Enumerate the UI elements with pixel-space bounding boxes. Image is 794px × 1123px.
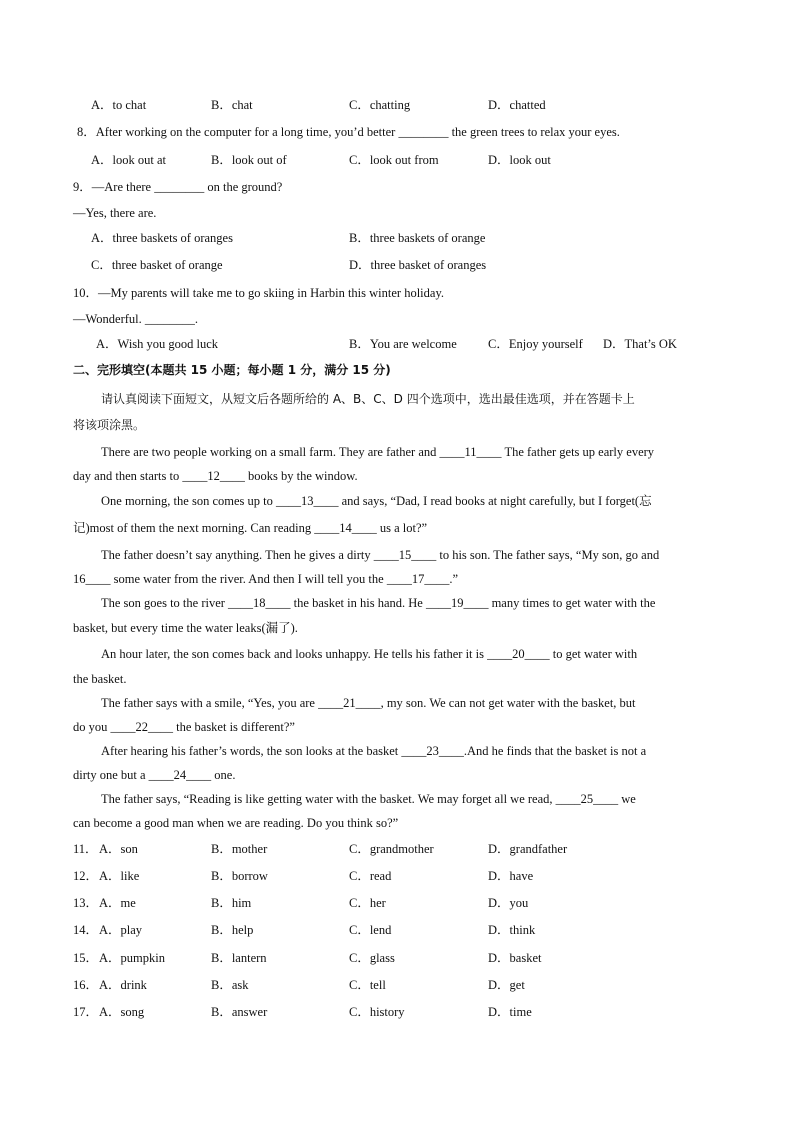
option-b: B．lantern — [211, 951, 267, 965]
q7-option-c: C．chatting — [349, 98, 411, 112]
q9-option-a: A．three baskets of oranges — [91, 231, 233, 245]
passage-p8-line1: The father says, “Reading is like getting water with the basket. We may forget all we read, ____25____ we — [101, 792, 636, 806]
option-d: D．basket — [488, 951, 542, 965]
option-b: B．borrow — [211, 869, 268, 883]
passage-p2-line1: One morning, the son comes up to ____13____ and says, “Dad, I read books at night carefully, but I forget(忘 — [101, 494, 652, 508]
option-a: A．drink — [99, 978, 147, 992]
q8-option-b: B．look out of — [211, 153, 287, 167]
q9-option-d: D．three basket of oranges — [349, 258, 487, 272]
option-a: A．pumpkin — [99, 951, 165, 965]
section-instruction-line1: 请认真阅读下面短文，从短文后各题所给的 A、B、C、D 四个选项中，选出最佳选项，并在答题卡上 — [101, 392, 635, 406]
option-c: C．glass — [349, 951, 395, 965]
question-number: 12． — [73, 869, 99, 883]
q8-option-a: A．look out at — [91, 153, 166, 167]
option-d: D．have — [488, 869, 534, 883]
section-title: 二、完形填空(本题共 15 小题；每小题 1 分，满分 15 分) — [73, 363, 391, 377]
q8-option-d: D．look out — [488, 153, 551, 167]
q9-option-b: B．three baskets of orange — [349, 231, 486, 245]
q10-stem: 10．—My parents will take me to go skiing in Harbin this winter holiday. — [73, 286, 445, 300]
q10-option-c: C．Enjoy yourself — [488, 337, 583, 351]
passage-p6-line1: The father says with a smile, “Yes, you are ____21____, my son. We can not get water with the basket, but — [101, 696, 636, 710]
passage-p7-line1: After hearing his father’s words, the son looks at the basket ____23____.And he finds that the basket is not a — [101, 744, 647, 758]
option-b: B．help — [211, 923, 254, 937]
option-d: D．think — [488, 923, 536, 937]
q7-option-a: A．to chat — [91, 98, 147, 112]
q10-option-d: D．That’s OK — [603, 337, 677, 351]
option-b: B．answer — [211, 1005, 268, 1019]
passage-p6-line2: do you ____22____ the basket is different?” — [73, 720, 295, 734]
option-a: A．me — [99, 896, 136, 910]
option-d: D．time — [488, 1005, 532, 1019]
q10-reply: —Wonderful. ________. — [73, 312, 199, 326]
option-c: C．her — [349, 896, 386, 910]
option-d: D．get — [488, 978, 525, 992]
passage-p2-line2: 记)most of them the next morning. Can reading ____14____ us a lot?” — [73, 521, 428, 535]
q8-stem: 8．After working on the computer for a long time, you’d better ________ the green trees to relax your eyes. — [77, 125, 620, 139]
option-b: B．ask — [211, 978, 249, 992]
q10-option-b: B．You are welcome — [349, 337, 457, 351]
passage-p1-line2: day and then starts to ____12____ books by the window. — [73, 469, 358, 483]
question-number: 15． — [73, 951, 99, 965]
option-c: C．history — [349, 1005, 405, 1019]
passage-p8-line2: can become a good man when we are reading. Do you think so?” — [73, 816, 399, 830]
q10-option-a: A．Wish you good luck — [96, 337, 219, 351]
q7-option-d: D．chatted — [488, 98, 546, 112]
passage-p4-line2: basket, but every time the water leaks(漏了). — [73, 621, 298, 635]
passage-p4-line1: The son goes to the river ____18____ the basket in his hand. He ____19____ many times to get water with the — [101, 596, 656, 610]
q9-stem: 9．—Are there ________ on the ground? — [73, 180, 283, 194]
question-number: 14． — [73, 923, 99, 937]
q7-option-b: B．chat — [211, 98, 253, 112]
question-number: 13． — [73, 896, 99, 910]
passage-p3-line1: The father doesn’t say anything. Then he gives a dirty ____15____ to his son. The father says, “My son, go and — [101, 548, 660, 562]
option-a: A．son — [99, 842, 138, 856]
option-c: C．lend — [349, 923, 392, 937]
q8-option-c: C．look out from — [349, 153, 439, 167]
option-a: A．song — [99, 1005, 145, 1019]
option-b: B．mother — [211, 842, 268, 856]
passage-p5-line2: the basket. — [73, 672, 127, 686]
option-b: B．him — [211, 896, 252, 910]
passage-p1-line1: There are two people working on a small farm. They are father and ____11____ The father gets up early every — [101, 445, 655, 459]
passage-p3-line2: 16____ some water from the river. And then I will tell you the ____17____.” — [73, 572, 458, 586]
section-instruction-line2: 将该项涂黑。 — [73, 418, 146, 432]
passage-p5-line1: An hour later, the son comes back and looks unhappy. He tells his father it is ____20____ to get water with — [101, 647, 638, 661]
option-c: C．grandmother — [349, 842, 434, 856]
q9-option-c: C．three basket of orange — [91, 258, 223, 272]
option-c: C．tell — [349, 978, 386, 992]
passage-p7-line2: dirty one but a ____24____ one. — [73, 768, 236, 782]
question-number: 17． — [73, 1005, 99, 1019]
option-a: A．play — [99, 923, 143, 937]
option-a: A．like — [99, 869, 140, 883]
option-d: D．you — [488, 896, 529, 910]
question-number: 11． — [73, 842, 98, 856]
option-c: C．read — [349, 869, 392, 883]
question-number: 16． — [73, 978, 99, 992]
option-d: D．grandfather — [488, 842, 568, 856]
q9-reply: —Yes, there are. — [73, 206, 157, 220]
